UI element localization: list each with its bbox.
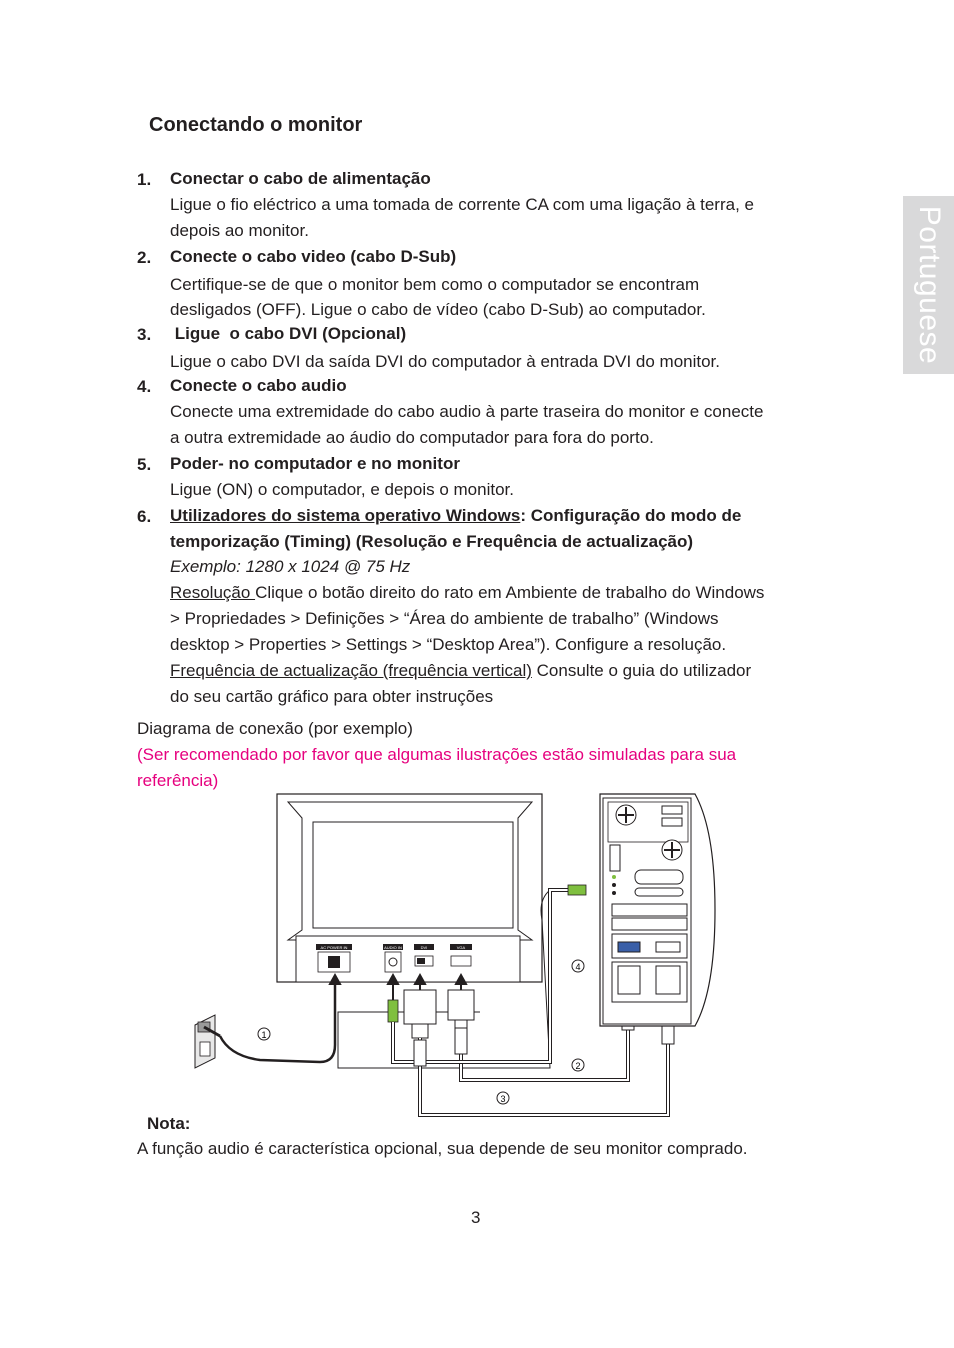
step-6-resolution-line-2: > Propriedades > Definições > “Área do ambiente de trabalho” (Windows — [170, 609, 719, 628]
step-2-number: 2. — [137, 248, 152, 267]
note-label: Nota: — [147, 1114, 191, 1133]
language-side-tab-label: Portuguese — [912, 205, 946, 365]
resolution-label: Resolução — [170, 583, 256, 602]
step-1-number: 1. — [137, 170, 152, 189]
port-label-vga: VGA — [456, 945, 466, 950]
step-4-number: 4. — [137, 377, 152, 396]
step-1-title: Conectar o cabo de alimentação — [170, 169, 431, 188]
step-4-line-2: a outra extremidade ao áudio do computador para fora do porto. — [170, 428, 654, 447]
diagram-caption: Diagrama de conexão (por exemplo) — [137, 719, 413, 738]
step-6-frequency-line-2: do seu cartão gráfico para obter instruções — [170, 687, 494, 706]
step-3-number: 3. — [137, 325, 152, 344]
section-title: Conectando o monitor — [149, 114, 363, 136]
vga-plug — [448, 990, 474, 1020]
callout-1-label: 1 — [261, 1030, 267, 1040]
step-1-line-1: Ligue o fio eléctrico a uma tomada de corrente CA com uma ligação à terra, e — [170, 195, 754, 214]
wall-outlet-icon — [195, 1015, 220, 1068]
step-1-line-2: depois ao monitor. — [170, 221, 309, 240]
frequency-label: Frequência de actualização (frequência vertical) — [170, 661, 532, 680]
step-4-line-1: Conecte uma extremidade do cabo audio à parte traseira do monitor e conecte — [170, 402, 764, 421]
resolution-text: Clique o botão direito do rato em Ambiente de trabalho do Windows — [255, 583, 765, 602]
port-label-audio-in: AUDIO IN — [384, 945, 402, 950]
vga-cable — [461, 1030, 628, 1080]
audio-plug — [388, 1000, 398, 1022]
step-2-title: Conecte o cabo video (cabo D-Sub) — [170, 247, 457, 266]
step-4-title: Conecte o cabo audio — [170, 376, 347, 395]
port-label-dvi: DVI — [420, 945, 428, 950]
dvi-plug — [404, 990, 436, 1024]
step-3-title: Ligue o cabo DVI (Opcional) — [170, 324, 407, 343]
step-3-line-1: Ligue o cabo DVI da saída DVI do computador à entrada DVI do monitor. — [170, 352, 721, 371]
callout-3-label: 3 — [500, 1094, 506, 1104]
note-text: A função audio é característica opcional, sua depende de seu monitor comprado. — [137, 1139, 748, 1158]
connection-diagram — [190, 790, 720, 1120]
language-side-tab — [903, 196, 954, 374]
step-6-title — [170, 503, 741, 529]
step-6-title-underlined: Utilizadores do sistema operativo Windows — [170, 506, 521, 525]
step-5-line-1: Ligue (ON) o computador, e depois o monitor. — [170, 480, 514, 499]
step-2-line-2: desligados (OFF). Ligue o cabo de vídeo (cabo D-Sub) ao computador. — [170, 300, 706, 319]
step-6-resolution — [170, 580, 764, 606]
step-6-frequency — [170, 658, 751, 684]
step-6-resolution-line-3: desktop > Properties > Settings > “Desktop Area”). Configure a resolução. — [170, 635, 727, 654]
power-cable — [220, 985, 335, 1062]
step-6-title-rest: : Configuração do modo de — [520, 506, 742, 525]
recommendation-line-1: (Ser recomendado por favor que algumas ilustrações estão simuladas para sua — [137, 745, 737, 764]
callout-2-label: 2 — [575, 1061, 581, 1071]
computer-tower — [600, 794, 715, 1026]
port-label-ac-power: AC POWER IN — [320, 945, 348, 950]
step-6-title-line-2: temporização (Timing) (Resolução e Frequência de actualização) — [170, 532, 694, 551]
step-5-number: 5. — [137, 455, 152, 474]
frequency-text: Consulte o guia do utilizador — [531, 661, 752, 680]
callout-4-label: 4 — [575, 962, 581, 972]
recommendation-line-2: referência) — [137, 771, 219, 790]
step-5-title: Poder- no computador e no monitor — [170, 454, 460, 473]
step-6-example: Exemplo: 1280 x 1024 @ 75 Hz — [170, 557, 411, 576]
step-6-number: 6. — [137, 507, 152, 526]
page-number: 3 — [471, 1208, 481, 1227]
step-2-line-1: Certifique-se de que o monitor bem como o computador se encontram — [170, 275, 700, 294]
